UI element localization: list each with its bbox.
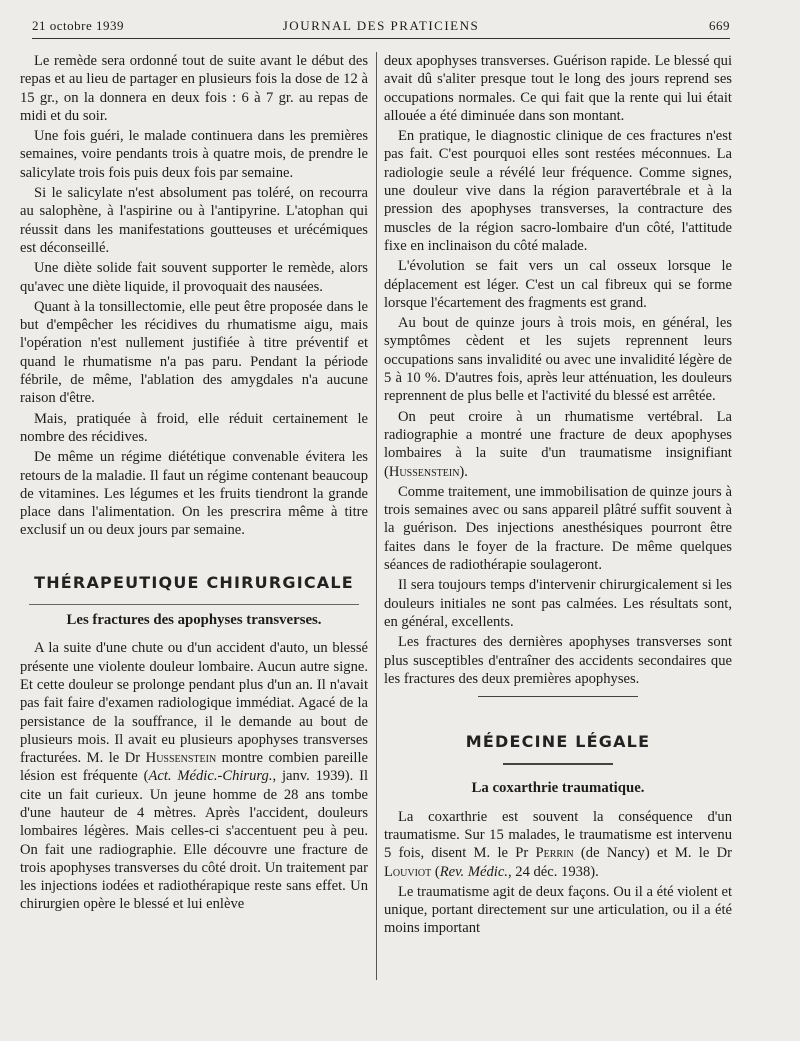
paragraph: Quant à la tonsillectomie, elle peut être proposée dans le but d'empêcher les récidives du rhumatisme aigu, mais l'opération n'est nullement justifiée à titre préventif et quand le rhumatisme n'a pas paru. Pendant la période fébrile, de même, l'ablation des amygdales n'a aucune raison d'être. (20, 298, 368, 407)
paragraph: Si le salicylate n'est absolument pas toléré, on recourra au salophène, à l'aspirine ou à l'antipyrine. L'atophan qui réussit dans les manifestations goutteuses et urécémiques est déconseillé. (20, 185, 368, 256)
paragraph: Le remède sera ordonné tout de suite avant le début des repas et au lieu de partager en plusieurs fois la dose de 12 à 15 gr., on la donnera en deux fois : 6 à 7 gr. au repas de midi et du soir. (20, 53, 368, 124)
paragraph: La coxarthrie est souvent la conséquence d'un traumatisme. Sur 15 malades, le traumatisme est intervenu 5 fois, disent M. le Pr Perrin (de Nancy) et M. le Dr Louviot (Rev. Médic., 24 déc. 1938). (384, 808, 732, 880)
section-subheading: La coxarthrie traumatique. (471, 780, 645, 797)
paragraph: A la suite d'une chute ou d'un accident d'auto, un blessé présente une violente douleur lombaire. Aucun autre signe. Et cette douleur se prolonge pendant plus d'un an. Il n'avait pas fait faire d'examen radiologique immédiat. Agacé de la persistance de la souffrance, il le demande au bout de plusieurs mois. Il avait eu plusieurs apophyses transverses fracturées. M. le Dr Hussenstein montre combien pareille lésion est fréquente (Act. Médic.-Chirurg., janv. 1939). Il cite un fait curieux. Un jeune homme de 28 ans tombe d'une hauteur de 4 mètres. Après l'accident, douleurs lombaires légères. Mais celles-ci s'accentuent peu à peu. On fait une radiographie. Elle découvre une fracture de trois apophyses transverses du côté droit. Un traitement par les injections iodées et radiothérapique reste sans effet. Un chirurgien opère le blessé et lui enlève (20, 640, 369, 913)
reference: Rev. Médic. (439, 863, 508, 880)
paragraph: Mais, pratiquée à froid, elle réduit certainement le nombre des récidives. (20, 410, 368, 445)
paragraph: Une diète solide fait souvent supporter le remède, alors qu'avec une diète liquide, il provoquait des nausées. (20, 260, 368, 295)
section-end-divider (478, 696, 638, 697)
author-name: Perrin (535, 845, 574, 862)
right-column (384, 52, 732, 940)
journal-title: JOURNAL DES PRATICIENS (282, 18, 480, 33)
section-heading: MÉDECINE LÉGALE (465, 732, 651, 752)
page-number: 669 (709, 18, 730, 33)
divider (29, 604, 359, 605)
author-name: Hussenstein (145, 750, 217, 767)
paragraph: Les fractures des dernières apophyses transverses sont plus susceptibles d'entraîner des accidents secondaires que les fractures des deux premières apophyses. (384, 634, 732, 687)
paragraph: En pratique, le diagnostic clinique de ces fractures n'est pas fait. C'est pourquoi elles sont restées méconnues. La radiologie seule a révélé leur fréquence. Comme signes, une douleur vive dans la région paravertébrale et à la pression des apophyses transverses, la contracture des muscles de la région sacro-lombaire d'un côté, l'attitude fixe en inclinaison du côté malade. (384, 128, 732, 254)
paragraph: Au bout de quinze jours à trois mois, en général, les symptômes cèdent et les sujets reprennent leurs occupations sans invalidité ou avec une invalidité légère de 5 à 10 %. D'autres fois, après leur atténuation, les douleurs reprennent de plus belle et l'activité du blessé est arrêtée. (384, 315, 732, 405)
column-divider (376, 52, 377, 980)
paragraph: L'évolution se fait vers un cal osseux lorsque le déplacement est léger. C'est un cal fibreux qui se forme lorsque l'écartement des fragments est grand. (384, 258, 732, 311)
author-name: Louviot (384, 863, 432, 880)
divider (503, 763, 613, 765)
section-subheading: Les fractures des apophyses transverses. (66, 612, 322, 629)
paragraph: Le traumatisme agit de deux façons. Ou il a été violent et unique, portant directement sur une articulation, ou il a été moins important (384, 883, 732, 937)
paragraph: deux apophyses transverses. Guérison rapide. Le blessé qui avait dû s'aliter presque tout le long des jours reprend ses occupations normales. Ce qui fait que la rente qui lui était allouée a été diminuée dans son montant. (384, 53, 732, 124)
author-name: Hussenstein (388, 463, 460, 480)
page-header (32, 16, 730, 39)
paragraph: Comme traitement, une immobilisation de quinze jours à trois semaines avec ou sans appareil plâtré suffit souvent à la guérison. Des injections anesthésiques pourront être faites dans le foyer de la fracture. De même quelques séances de radiothérapie soulageront. (384, 483, 732, 574)
paragraph: Une fois guéri, le malade continuera dans les premières semaines, voire pendants trois à quatre mois, de prendre le salicylate trois fois puis deux fois par semaine. (20, 128, 368, 181)
left-column (20, 52, 368, 916)
paragraph: On peut croire à un rhumatisme vertébral. La radiographie a montré une fracture de deux apophyses lombaires à la suite d'un traumatisme insignifiant (Hussenstein). (384, 408, 732, 480)
section-heading: THÉRAPEUTIQUE CHIRURGICALE (34, 572, 354, 592)
paragraph: Il sera toujours temps d'intervenir chirurgicalement si les douleurs initiales ne sont pas calmées. Les résultats sont, en général, excellents. (384, 577, 732, 630)
reference: Act. Médic.-Chirurg. (148, 768, 273, 785)
paragraph: De même un régime diététique convenable évitera les retours de la maladie. Il faut un régime contenant beaucoup de vitamines. Les légumes et les fruits tiendront la grande place dans l'alimentation. On les prescrira même à titre exclusif un ou deux jours par semaine. (20, 449, 368, 539)
header-date: 21 octobre 1939 (32, 18, 124, 33)
